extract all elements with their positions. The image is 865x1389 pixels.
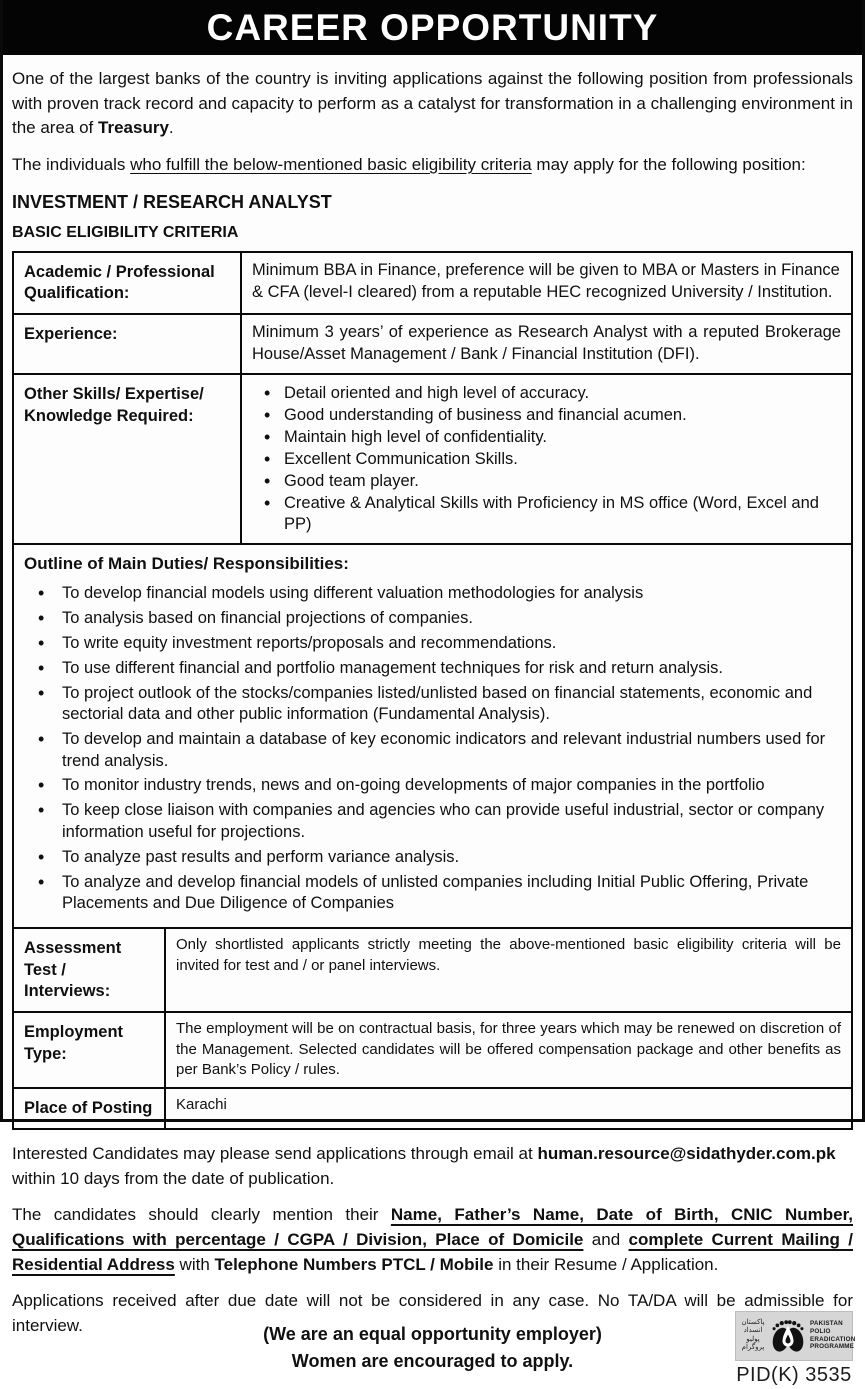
footer-center-lines — [12, 1315, 856, 1377]
duty-item: • To analyze and develop financial models of unlisted companies including Initial Public Offering, Private Placements and Due Diligence of Companies — [24, 872, 841, 915]
employment-value: The employment will be on contractual basis, for three years which may be renewed on discretion of the Management. Selected candidates will be offered compensation package and other benefits as per Bank’s Policy / rules. — [176, 1020, 841, 1079]
women-encouraged-line: Women are encouraged to apply. — [291, 1351, 574, 1372]
logo-urdu-line: پاکستان — [741, 1318, 765, 1326]
eligibility-table — [12, 251, 853, 1130]
deadline-paragraph: Applications received after due date will not be considered in any case. No TA/DA will be admissible for interview. — [12, 1291, 853, 1335]
skills-label: Other Skills/ Expertise/ Knowledge Required: — [14, 375, 242, 543]
note-text-end: may apply for the following position: — [531, 154, 806, 174]
posting-label: Place of Posting — [14, 1089, 166, 1128]
page-title: CAREER OPPORTUNITY — [3, 0, 862, 55]
email-text-end: within 10 days from the date of publication. — [12, 1168, 335, 1188]
logo-urdu-line: پروگرام — [741, 1343, 765, 1351]
logo-urdu-line: انسداد — [743, 1327, 763, 1335]
polio-feet-icon — [766, 1314, 810, 1358]
duty-item: • To monitor industry trends, news and on-going developments of major companies in the portfolio — [24, 775, 841, 796]
criteria-title: BASIC ELIGIBILITY CRITERIA — [12, 223, 239, 241]
logo-english-line: POLIO — [810, 1327, 831, 1335]
table-row-posting — [14, 1087, 851, 1128]
skill-item: • Maintain high level of confidentiality. — [252, 427, 841, 448]
ad-body — [3, 67, 862, 1389]
intro-text-end: . — [168, 118, 174, 138]
table-row-skills — [14, 373, 851, 543]
logo-urdu-text — [740, 1319, 766, 1353]
posting-value: Karachi — [176, 1095, 227, 1113]
duties-list — [24, 583, 841, 915]
pid-number: PID(K) 3535 — [736, 1363, 852, 1386]
logo-english-line: PROGRAMME — [810, 1343, 855, 1351]
polio-programme-logo — [735, 1311, 856, 1361]
skills-value — [242, 375, 851, 543]
email-paragraph — [12, 1142, 853, 1191]
intro-paragraph — [12, 67, 853, 141]
skill-item: • Excellent Communication Skills. — [252, 449, 841, 470]
equal-opportunity-line: (We are an equal opportunity employer) — [263, 1323, 602, 1344]
employment-label: Employment Type: — [14, 1013, 166, 1086]
skill-item: • Creative & Analytical Skills with Proficiency in MS office (Word, Excel and PP) — [252, 493, 841, 535]
duties-heading: Outline of Main Duties/ Responsibilities: — [24, 553, 349, 573]
mention-text-end: in their Resume / Application. — [493, 1254, 719, 1274]
email-address: human.resource@sidathyder.com.pk — [537, 1144, 836, 1164]
intro-bold-treasury: Treasury — [98, 118, 169, 138]
mention-text-mid2: with — [174, 1254, 215, 1274]
mention-telephone-phrase: Telephone Numbers PTCL / Mobile — [214, 1254, 494, 1274]
duty-item: • To keep close liaison with companies and agencies who can provide useful industrial, sector or company information useful for projections. — [24, 800, 841, 843]
experience-label: Experience: — [14, 315, 242, 373]
table-row-employment — [14, 1011, 851, 1086]
qualification-value: Minimum BBA in Finance, preference will be given to MBA or Masters in Finance & CFA (level-I cleared) from a reputable HEC recognized University / Institution. — [252, 260, 840, 301]
note-underlined-phrase: who fulfill the below-mentioned basic eligibility criteria — [130, 154, 532, 174]
table-row-experience — [14, 313, 851, 373]
mention-text: The candidates should clearly mention their — [12, 1205, 391, 1225]
assessment-value: Only shortlisted applicants strictly meeting the above-mentioned basic eligibility criteria will be invited for test and / or panel interviews. — [176, 936, 841, 974]
duty-item: • To use different financial and portfolio management techniques for risk and return analysis. — [24, 658, 841, 679]
logo-english-line: PAKISTAN — [810, 1319, 843, 1327]
footer — [12, 1315, 856, 1389]
skills-list — [252, 383, 841, 535]
eligibility-note-paragraph — [12, 153, 853, 178]
duty-item: • To analysis based on financial projections of companies. — [24, 608, 841, 629]
duty-item: • To write equity investment reports/proposals and recommendations. — [24, 633, 841, 654]
assessment-label: Assessment Test / Interviews: — [14, 929, 166, 1011]
skill-item: • Good understanding of business and financial acumen. — [252, 405, 841, 426]
logo-english-line: ERADICATION — [810, 1335, 856, 1343]
skill-item: • Detail oriented and high level of accuracy. — [252, 383, 841, 404]
duty-item: • To develop and maintain a database of key economic indicators and relevant industrial numbers used for trend analysis. — [24, 729, 841, 772]
logo-urdu-line: پولیو — [746, 1335, 760, 1343]
table-row-assessment — [14, 927, 851, 1011]
polio-logo-stack — [735, 1311, 856, 1387]
table-row-qualification — [14, 253, 851, 314]
table-row-duties — [14, 543, 851, 927]
duty-item: • To project outlook of the stocks/companies listed/unlisted based on financial statements, economic and sectorial data and other public information (Fundamental Analysis). — [24, 683, 841, 726]
experience-value: Minimum 3 years’ of experience as Research Analyst with a reputed Brokerage House/Asset Management / Bank / Financial Institution (DFI). — [252, 323, 841, 364]
skill-item: • Good team player. — [252, 471, 841, 492]
position-title: INVESTMENT / RESEARCH ANALYST — [12, 191, 332, 212]
mention-text-mid: and — [583, 1229, 629, 1249]
duties-section — [14, 545, 851, 927]
duty-item: • To analyze past results and perform variance analysis. — [24, 847, 841, 868]
email-text: Interested Candidates may please send applications through email at — [12, 1144, 538, 1164]
mention-paragraph — [12, 1203, 853, 1277]
logo-english-text — [810, 1319, 856, 1351]
intro-text: One of the largest banks of the country is inviting applications against the following position from professionals with proven track record and capacity to perform as a catalyst for transformation in a challenging environment in the area of — [12, 69, 853, 138]
mention-address-phrase: complete Current Mailing / Residential Address — [12, 1229, 853, 1274]
mention-required-fields: Name, Father’s Name, Date of Birth, CNIC Number, Qualifications with percentage / CGPA / Division, Place of Domicile — [12, 1205, 853, 1249]
duty-item: • To develop financial models using different valuation methodologies for analysis — [24, 583, 841, 604]
note-text: The individuals — [12, 154, 131, 174]
qualification-label: Academic / Professional Qualification: — [14, 253, 242, 314]
